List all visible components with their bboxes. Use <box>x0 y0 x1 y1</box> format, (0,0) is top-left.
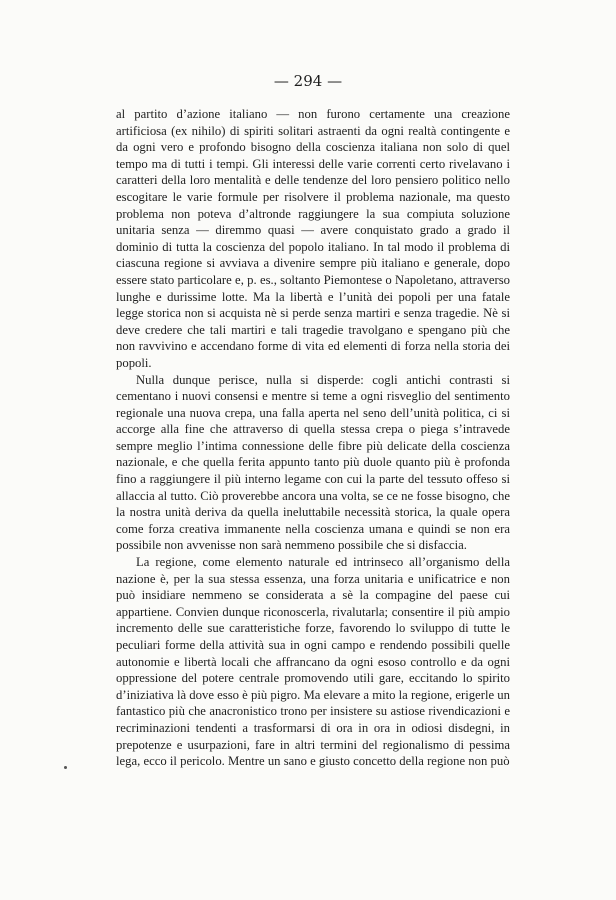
paragraph-continued: al partito d’azione italiano — non furono certamente una creazione artificiosa (ex nihilo) di spiriti solitari astraenti da ogni realtà contingente e da ogni vero e profondo bisogno della coscienza italiana non solo di quel tempo ma di tutti i tempi. Gli interessi delle varie correnti certo rivelavano i caratteri della loro mentalità e delle tendenze del loro pensiero politico nello escogitare le varie formule per risolvere il problema nazionale, ma questo problema non poteva d’altronde raggiungere la sua compiuta soluzione unitaria senza — diremmo quasi — avere conquistato grado a grado il dominio di tutta la coscienza del popolo italiano. In tal modo il problema di ciascuna regione si avviava a divenire sempre più italiano e generale, dopo essere stato particolare e, p. es., soltanto Piemontese o Napoletano, attraverso lunghe e durissime lotte. Ma la libertà e l’unità dei popoli per una fatale legge storica non si acquista nè si perde senza martiri e senza tragedie. Nè si deve credere che tali martiri e tali tragedie travolgano e spengano più che non ravvivino e accendano forme di vita ed elementi di forza nella storia dei popoli. <box>116 107 510 370</box>
body-text <box>116 106 510 770</box>
paragraph: La regione, come elemento naturale ed intrinseco all’organismo della nazione è, per la sua stessa essenza, una forza unitaria e unificatrice e non può insidiare nemmeno se considerata a sè la compagine del paese cui appartiene. Convien dunque riconoscerla, rivalutarla; consentire il più ampio incremento delle sue caratteristiche forze, favorendo lo sviluppo di tutte le peculiari forme della attività sua in ogni campo e rendendo possibili quelle autonomie e libertà locali che affrancano da ogni esoso controllo e da ogni oppressione del potere centrale promovendo utili gare, eccitando lo spirito d’iniziativa là dove esso è più pigro. Ma elevare a mito la regione, erigerle un fantastico più che anacronistico trono per insistere su astiose rivendicazioni e recriminazioni tendenti a trasformarsi di ora in ora in odiosi disdegni, in prepotenze e usurpazioni, fare in altri termini del regionalismo di pessima lega, ecco il pericolo. Mentre un sano e giusto concetto della regione non può <box>116 555 510 769</box>
ink-speck <box>64 766 67 769</box>
page-number: — 294 — <box>273 72 343 90</box>
paragraph: Nulla dunque perisce, nulla si disperde: cogli antichi contrasti si cementano i nuovi consensi e mentre si teme a ogni risveglio del sentimento regionale una nuova crepa, una falla aperta nel seno dell’unità politica, ci si accorge alla fine che attraverso di quella stessa crepa o piega s’intravede sempre meglio l’intima connessione delle fibre più delicate della coscienza nazionale, e che quella ferita appunto tanto più duole quanto più è profonda fino a raggiungere il più interno legame con cui la parte del tessuto offeso si allaccia al tutto. Ciò proverebbe ancora una volta, se ce ne fosse bisogno, che la nostra unità deriva da quella ineluttabile necessità storica, la quale opera come forza creativa immanente nella coscienza umana e quindi se non era possibile non avvenisse non sarà nemmeno possibile che si disfaccia. <box>116 372 510 553</box>
